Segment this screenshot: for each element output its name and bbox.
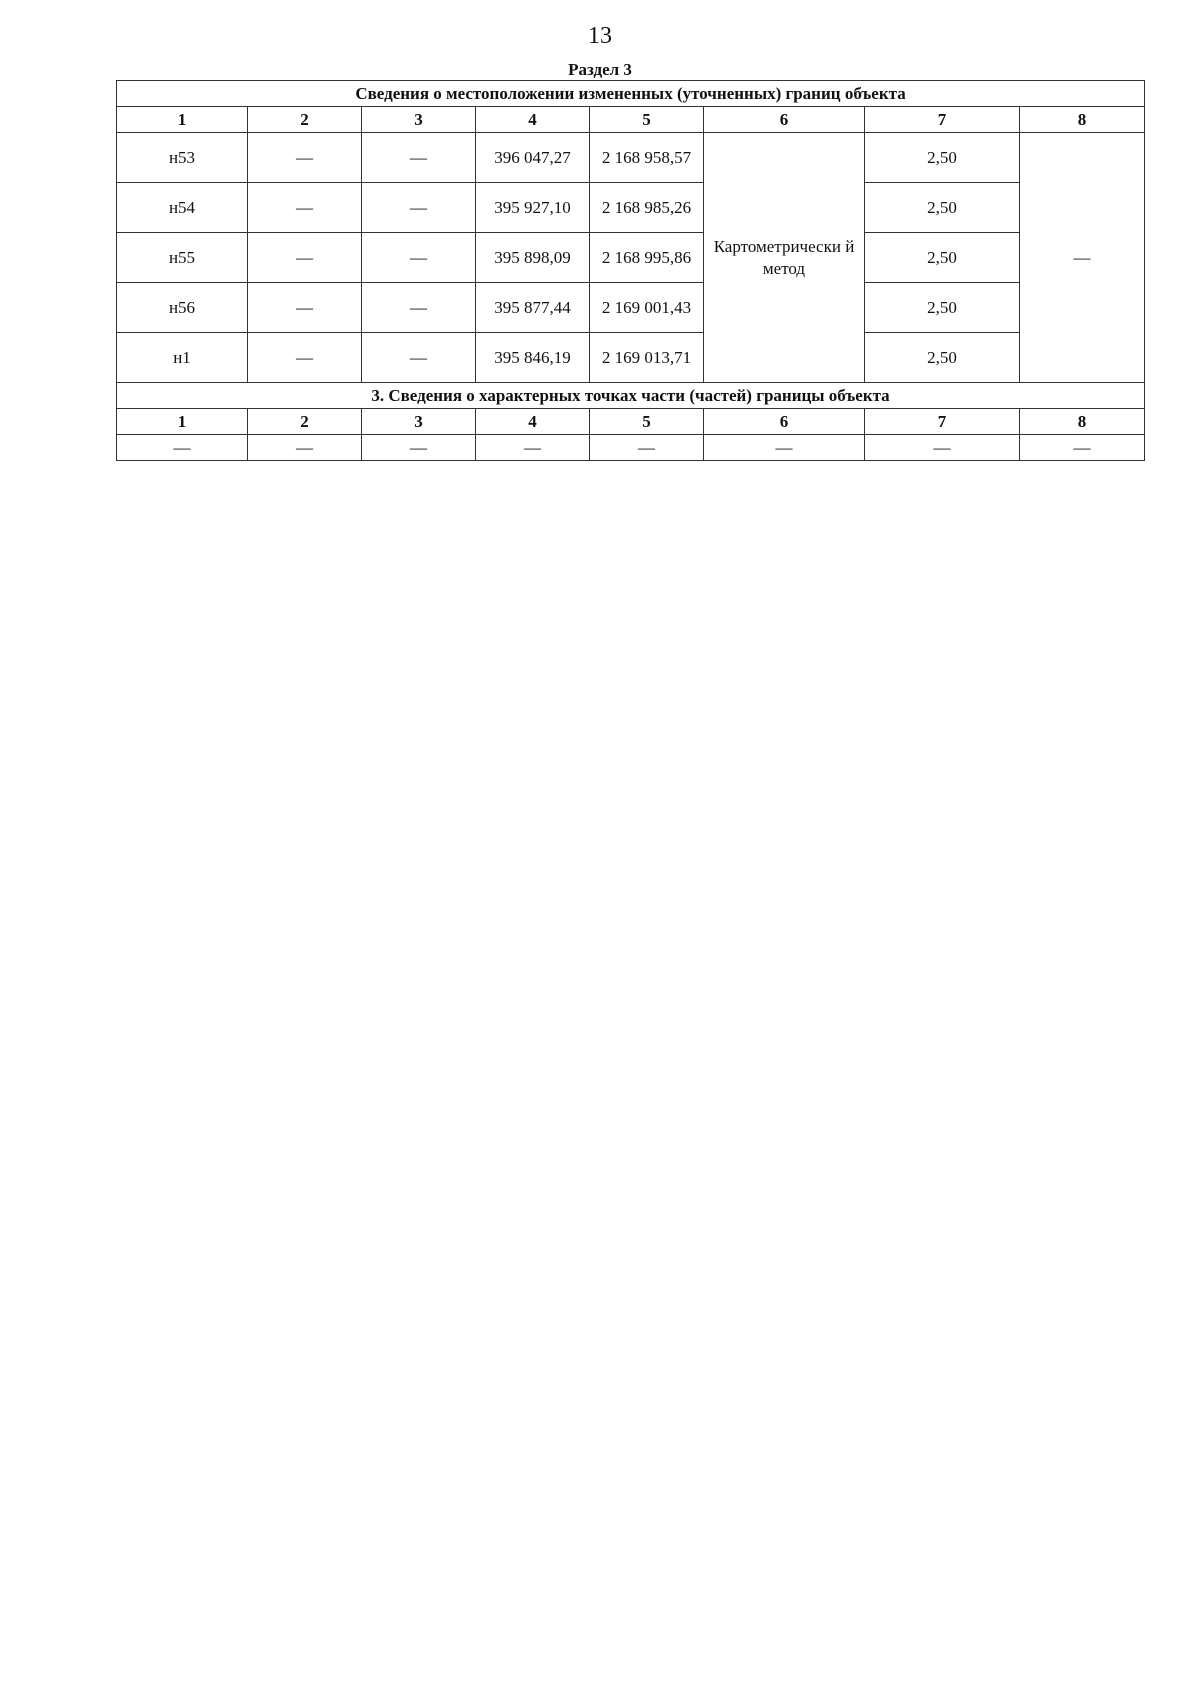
empty-cell: —: [865, 435, 1020, 461]
table1-column-numbers: [117, 107, 1145, 133]
point-name: н55: [117, 233, 248, 283]
column-number: 5: [590, 107, 704, 133]
column-number: 4: [476, 409, 590, 435]
accuracy-value: 2,50: [865, 333, 1020, 383]
table2-caption-row: [117, 383, 1145, 409]
col3-value: —: [362, 233, 476, 283]
boundary-table: [116, 80, 1145, 461]
column-number: 2: [248, 409, 362, 435]
accuracy-value: 2,50: [865, 233, 1020, 283]
table2-caption: 3. Сведения о характерных точках части (частей) границы объекта: [117, 383, 1145, 409]
table-row: [117, 283, 1145, 333]
page-number: 13: [588, 23, 612, 49]
table2-empty-row: [117, 435, 1145, 461]
accuracy-value: 2,50: [865, 283, 1020, 333]
x-coordinate: 395 877,44: [476, 283, 590, 333]
col2-value: —: [248, 333, 362, 383]
col3-value: —: [362, 333, 476, 383]
y-coordinate: 2 168 985,26: [590, 183, 704, 233]
col3-value: —: [362, 283, 476, 333]
column-number: 3: [362, 107, 476, 133]
accuracy-value: 2,50: [865, 133, 1020, 183]
col2-value: —: [248, 133, 362, 183]
column-number: 7: [865, 107, 1020, 133]
col2-value: —: [248, 283, 362, 333]
y-coordinate: 2 169 013,71: [590, 333, 704, 383]
column-number: 7: [865, 409, 1020, 435]
column-number: 3: [362, 409, 476, 435]
empty-cell: —: [362, 435, 476, 461]
empty-cell: —: [1020, 435, 1145, 461]
table-row: [117, 133, 1145, 183]
y-coordinate: 2 168 958,57: [590, 133, 704, 183]
column-number: 4: [476, 107, 590, 133]
section-title: Раздел 3: [568, 60, 632, 79]
empty-cell: —: [117, 435, 248, 461]
column-number: 8: [1020, 107, 1145, 133]
column-number: 6: [704, 409, 865, 435]
column-number: 5: [590, 409, 704, 435]
column-number: 8: [1020, 409, 1145, 435]
table2-column-numbers: [117, 409, 1145, 435]
col3-value: —: [362, 183, 476, 233]
x-coordinate: 395 898,09: [476, 233, 590, 283]
column-number: 1: [117, 409, 248, 435]
col2-value: —: [248, 233, 362, 283]
table1-caption: Сведения о местоположении измененных (уточненных) границ объекта: [117, 81, 1145, 107]
column-number: 2: [248, 107, 362, 133]
empty-cell: —: [476, 435, 590, 461]
y-coordinate: 2 168 995,86: [590, 233, 704, 283]
col3-value: —: [362, 133, 476, 183]
empty-cell: —: [590, 435, 704, 461]
x-coordinate: 396 047,27: [476, 133, 590, 183]
empty-cell: —: [704, 435, 865, 461]
x-coordinate: 395 927,10: [476, 183, 590, 233]
point-name: н56: [117, 283, 248, 333]
y-coordinate: 2 169 001,43: [590, 283, 704, 333]
column-number: 1: [117, 107, 248, 133]
empty-cell: —: [248, 435, 362, 461]
col8-value: —: [1020, 133, 1145, 383]
point-name: н54: [117, 183, 248, 233]
method-cell: Картометрически й метод: [704, 133, 865, 383]
table-row: [117, 333, 1145, 383]
point-name: н1: [117, 333, 248, 383]
table1-caption-row: [117, 81, 1145, 107]
point-name: н53: [117, 133, 248, 183]
column-number: 6: [704, 107, 865, 133]
table-row: [117, 233, 1145, 283]
table-row: [117, 183, 1145, 233]
col2-value: —: [248, 183, 362, 233]
x-coordinate: 395 846,19: [476, 333, 590, 383]
accuracy-value: 2,50: [865, 183, 1020, 233]
